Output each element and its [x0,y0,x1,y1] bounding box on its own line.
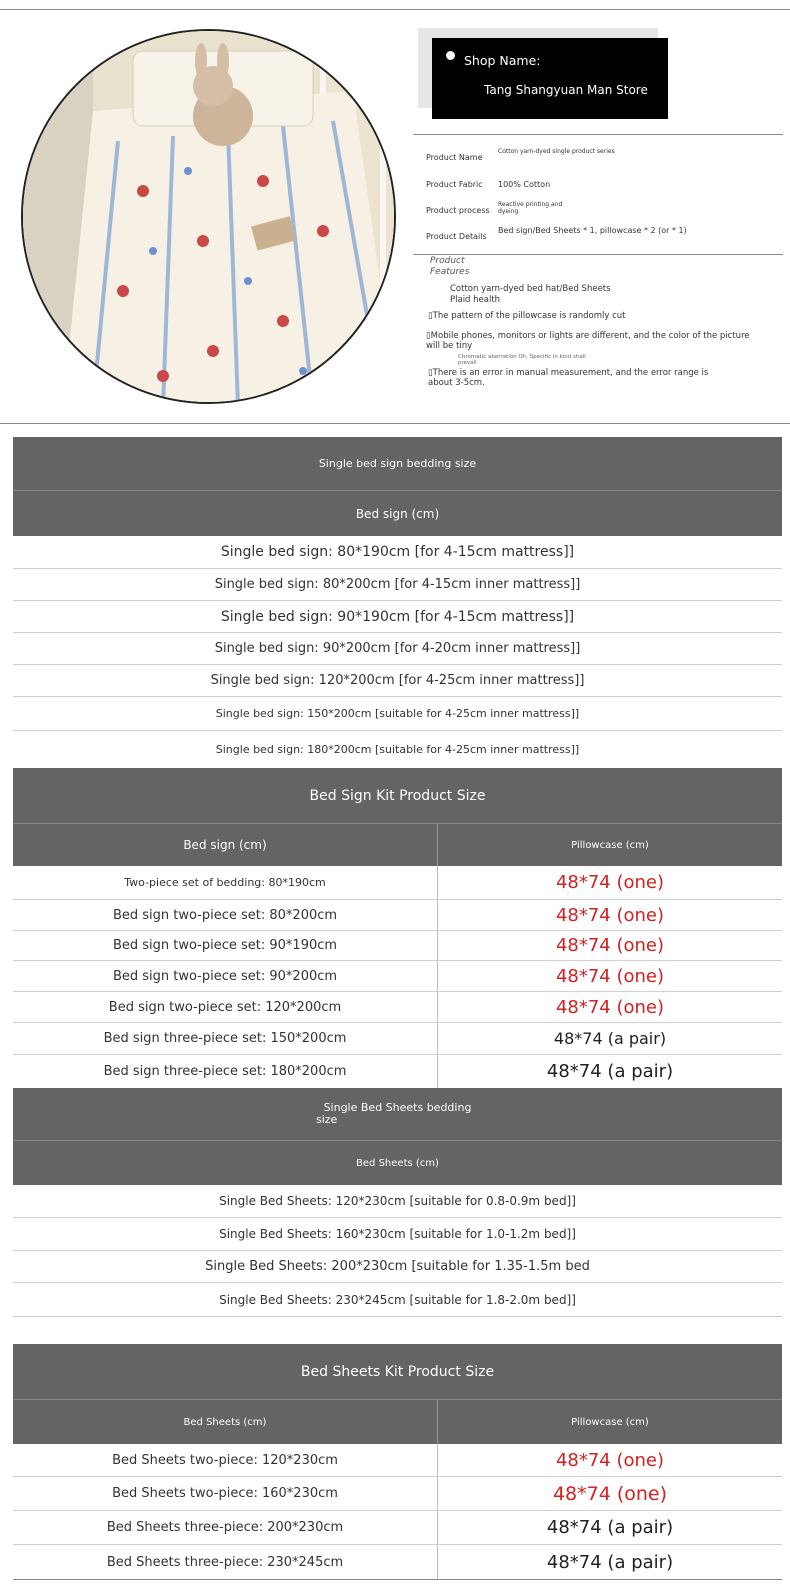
detail-value-process: Reactive printing and dyeing [498,201,563,215]
table1-row: Single bed sign: 90*200cm [for 4-20cm inner mattress]] [13,633,782,665]
table3-title-line1: Single Bed Sheets bedding [323,1101,472,1114]
table2-header [13,823,782,866]
table4-header [13,1399,782,1444]
table4-cell-pillow: 48*74 (a pair) [437,1511,782,1544]
table2-col1-header: Bed sign (cm) [183,838,267,852]
table3-header: Bed Sheets (cm) [13,1141,782,1185]
table1-row: Single bed sign: 150*200cm [suitable for 4-25cm inner mattress]] [13,697,782,731]
shop-label: Shop Name: [464,53,541,68]
table2-cell-size: Bed sign three-piece set: 150*200cm [103,1031,347,1046]
table1-row: Single bed sign: 80*190cm [for 4-15cm mattress]] [13,536,782,569]
detail-key-details: Product Details [426,232,487,241]
feature-note2: ▯Mobile phones, monitors or lights are different, and the color of the picture will be tiny [426,331,750,351]
table2-cell-size: Bed sign two-piece set: 90*190cm [112,938,338,953]
table4-col2-header: Pillowcase (cm) [437,1400,782,1444]
table2-cell-pillow: 48*74 (one) [437,866,782,899]
table2-row [13,992,782,1023]
table2-cell-size: Bed sign three-piece set: 180*200cm [103,1064,347,1079]
detail-value-fabric: 100% Cotton [498,180,551,189]
table2-row [13,900,782,931]
info-divider-bottom [413,254,783,255]
detail-value-details: Bed sign/Bed Sheets * 1, pillowcase * 2 (or * 1) [498,226,687,235]
table4-cell-size: Bed Sheets two-piece: 120*230cm [112,1452,338,1468]
feature-small-line1: Chromatic aberration Oh. Specific in kind shall [458,354,586,360]
table4-cell-pillow: 48*74 (a pair) [437,1545,782,1579]
table4-row [13,1444,782,1477]
table2-row [13,866,782,900]
table4-cell-size: Bed Sheets three-piece: 230*245cm [106,1554,344,1570]
table2-cell-pillow: 48*74 (one) [437,961,782,991]
table4-row [13,1477,782,1511]
table1-header: Bed sign (cm) [13,491,782,536]
feature-small-note [458,354,586,366]
feature-small-line2: prevail [458,360,477,366]
section-divider [0,423,790,424]
detail-key-name: Product Name [426,153,483,162]
features-title-line1: Product [430,256,465,266]
features-title-line2: Features [430,267,470,277]
feature-note3: ▯There is an error in manual measurement, and the error range is about 3-5cm. [428,368,709,388]
table2-row [13,961,782,992]
table2-cell-pillow: 48*74 (a pair) [437,1023,782,1054]
table2-row [13,1023,782,1055]
shop-name: Tang Shangyuan Man Store [484,83,648,97]
product-info [0,0,790,420]
table3-title-line2: size [316,1113,338,1126]
table2-cell-pillow: 48*74 (one) [437,992,782,1022]
table2-cell-size: Bed sign two-piece set: 80*200cm [112,907,338,923]
table2-row [13,931,782,961]
table4-col1-header: Bed Sheets (cm) [183,1416,267,1428]
table2-col2-header: Pillowcase (cm) [437,824,782,866]
table3-row: Single Bed Sheets: 120*230cm [suitable for 0.8-0.9m bed]] [13,1185,782,1218]
table4-row [13,1545,782,1580]
table3-title [13,1088,782,1141]
table2-row [13,1055,782,1088]
table2-cell-pillow: 48*74 (one) [437,931,782,960]
table3-row: Single Bed Sheets: 160*230cm [suitable for 1.0-1.2m bed]] [13,1218,782,1251]
table1-row: Single bed sign: 120*200cm [for 4-25cm inner mattress]] [13,665,782,697]
detail-key-process: Product process [426,206,490,215]
table1-title: Single bed sign bedding size [13,437,782,491]
table1-row: Single bed sign: 180*200cm [suitable for 4-25cm inner mattress]] [215,743,580,756]
table2-cell-pillow: 48*74 (a pair) [437,1055,782,1088]
table2-title: Bed Sign Kit Product Size [13,768,782,823]
feature-line1: Cotton yarn-dyed bed hat/Bed Sheets [450,284,611,294]
info-divider-top [413,134,783,135]
table2-cell-size: Bed sign two-piece set: 90*200cm [112,968,338,984]
table2-cell-size: Two-piece set of bedding: 80*190cm [124,876,326,889]
table4-row [13,1511,782,1545]
feature-note1: ▯The pattern of the pillowcase is randomly cut [428,311,626,321]
detail-value-name: Cotton yarn-dyed single product series [498,148,615,155]
table1-row: Single bed sign: 80*200cm [for 4-15cm inner mattress]] [13,569,782,601]
feature-line2: Plaid health [450,295,501,305]
table3-row: Single Bed Sheets: 200*230cm [suitable for 1.35-1.5m bed [13,1251,782,1283]
table4-cell-size: Bed Sheets two-piece: 160*230cm [112,1486,338,1501]
table4-cell-pillow: 48*74 (one) [437,1477,782,1510]
table2-cell-size: Bed sign two-piece set: 120*200cm [108,999,342,1015]
table4-cell-size: Bed Sheets three-piece: 200*230cm [106,1520,344,1535]
detail-key-fabric: Product Fabric [426,180,483,189]
features-title [430,256,469,278]
table4-title: Bed Sheets Kit Product Size [13,1344,782,1399]
table1-row: Single bed sign: 90*190cm [for 4-15cm mattress]] [13,601,782,633]
table3-row: Single Bed Sheets: 230*245cm [suitable for 1.8-2.0m bed]] [13,1283,782,1317]
table2-cell-pillow: 48*74 (one) [437,900,782,930]
table4-cell-pillow: 48*74 (one) [437,1444,782,1476]
